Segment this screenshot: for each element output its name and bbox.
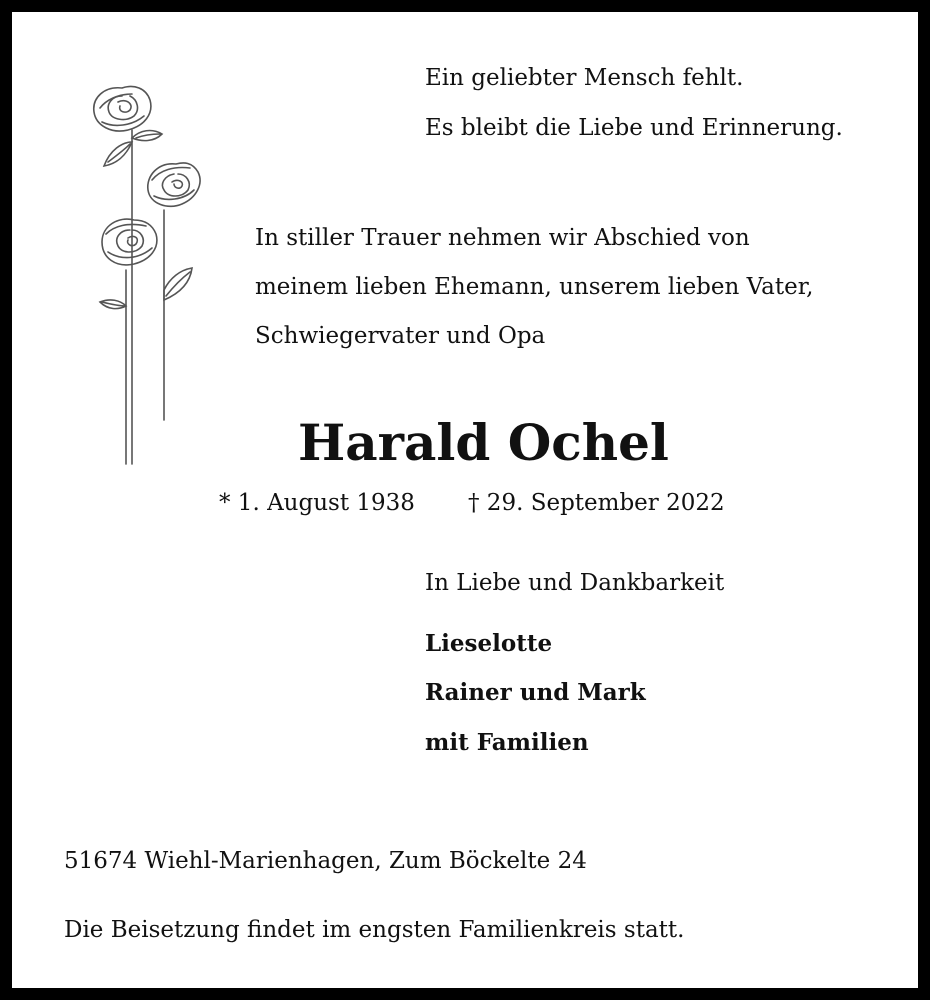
closing-line: In Liebe und Dankbarkeit <box>425 570 725 596</box>
birth-date: * 1. August 1938 <box>219 490 415 516</box>
mourner-name: mit Familien <box>425 729 589 756</box>
deceased-name: Harald Ochel <box>298 413 669 472</box>
funeral-note: Die Beisetzung findet im engsten Familienkreis statt. <box>64 917 685 943</box>
intro-line-3: Schwiegervater und Opa <box>255 323 546 349</box>
death-date: † 29. September 2022 <box>468 490 725 516</box>
address: 51674 Wiehl-Marienhagen, Zum Böckelte 24 <box>64 848 587 874</box>
roses-illustration-icon <box>82 80 242 470</box>
mourner-name: Lieselotte <box>425 630 553 657</box>
obituary-notice <box>12 12 918 988</box>
motto-line-1: Ein geliebter Mensch fehlt. <box>425 65 744 91</box>
mourner-name: Rainer und Mark <box>425 679 646 706</box>
motto-line-2: Es bleibt die Liebe und Erinnerung. <box>425 115 843 141</box>
intro-line-2: meinem lieben Ehemann, unserem lieben Vater, <box>255 274 814 300</box>
intro-line-1: In stiller Trauer nehmen wir Abschied von <box>255 225 750 251</box>
